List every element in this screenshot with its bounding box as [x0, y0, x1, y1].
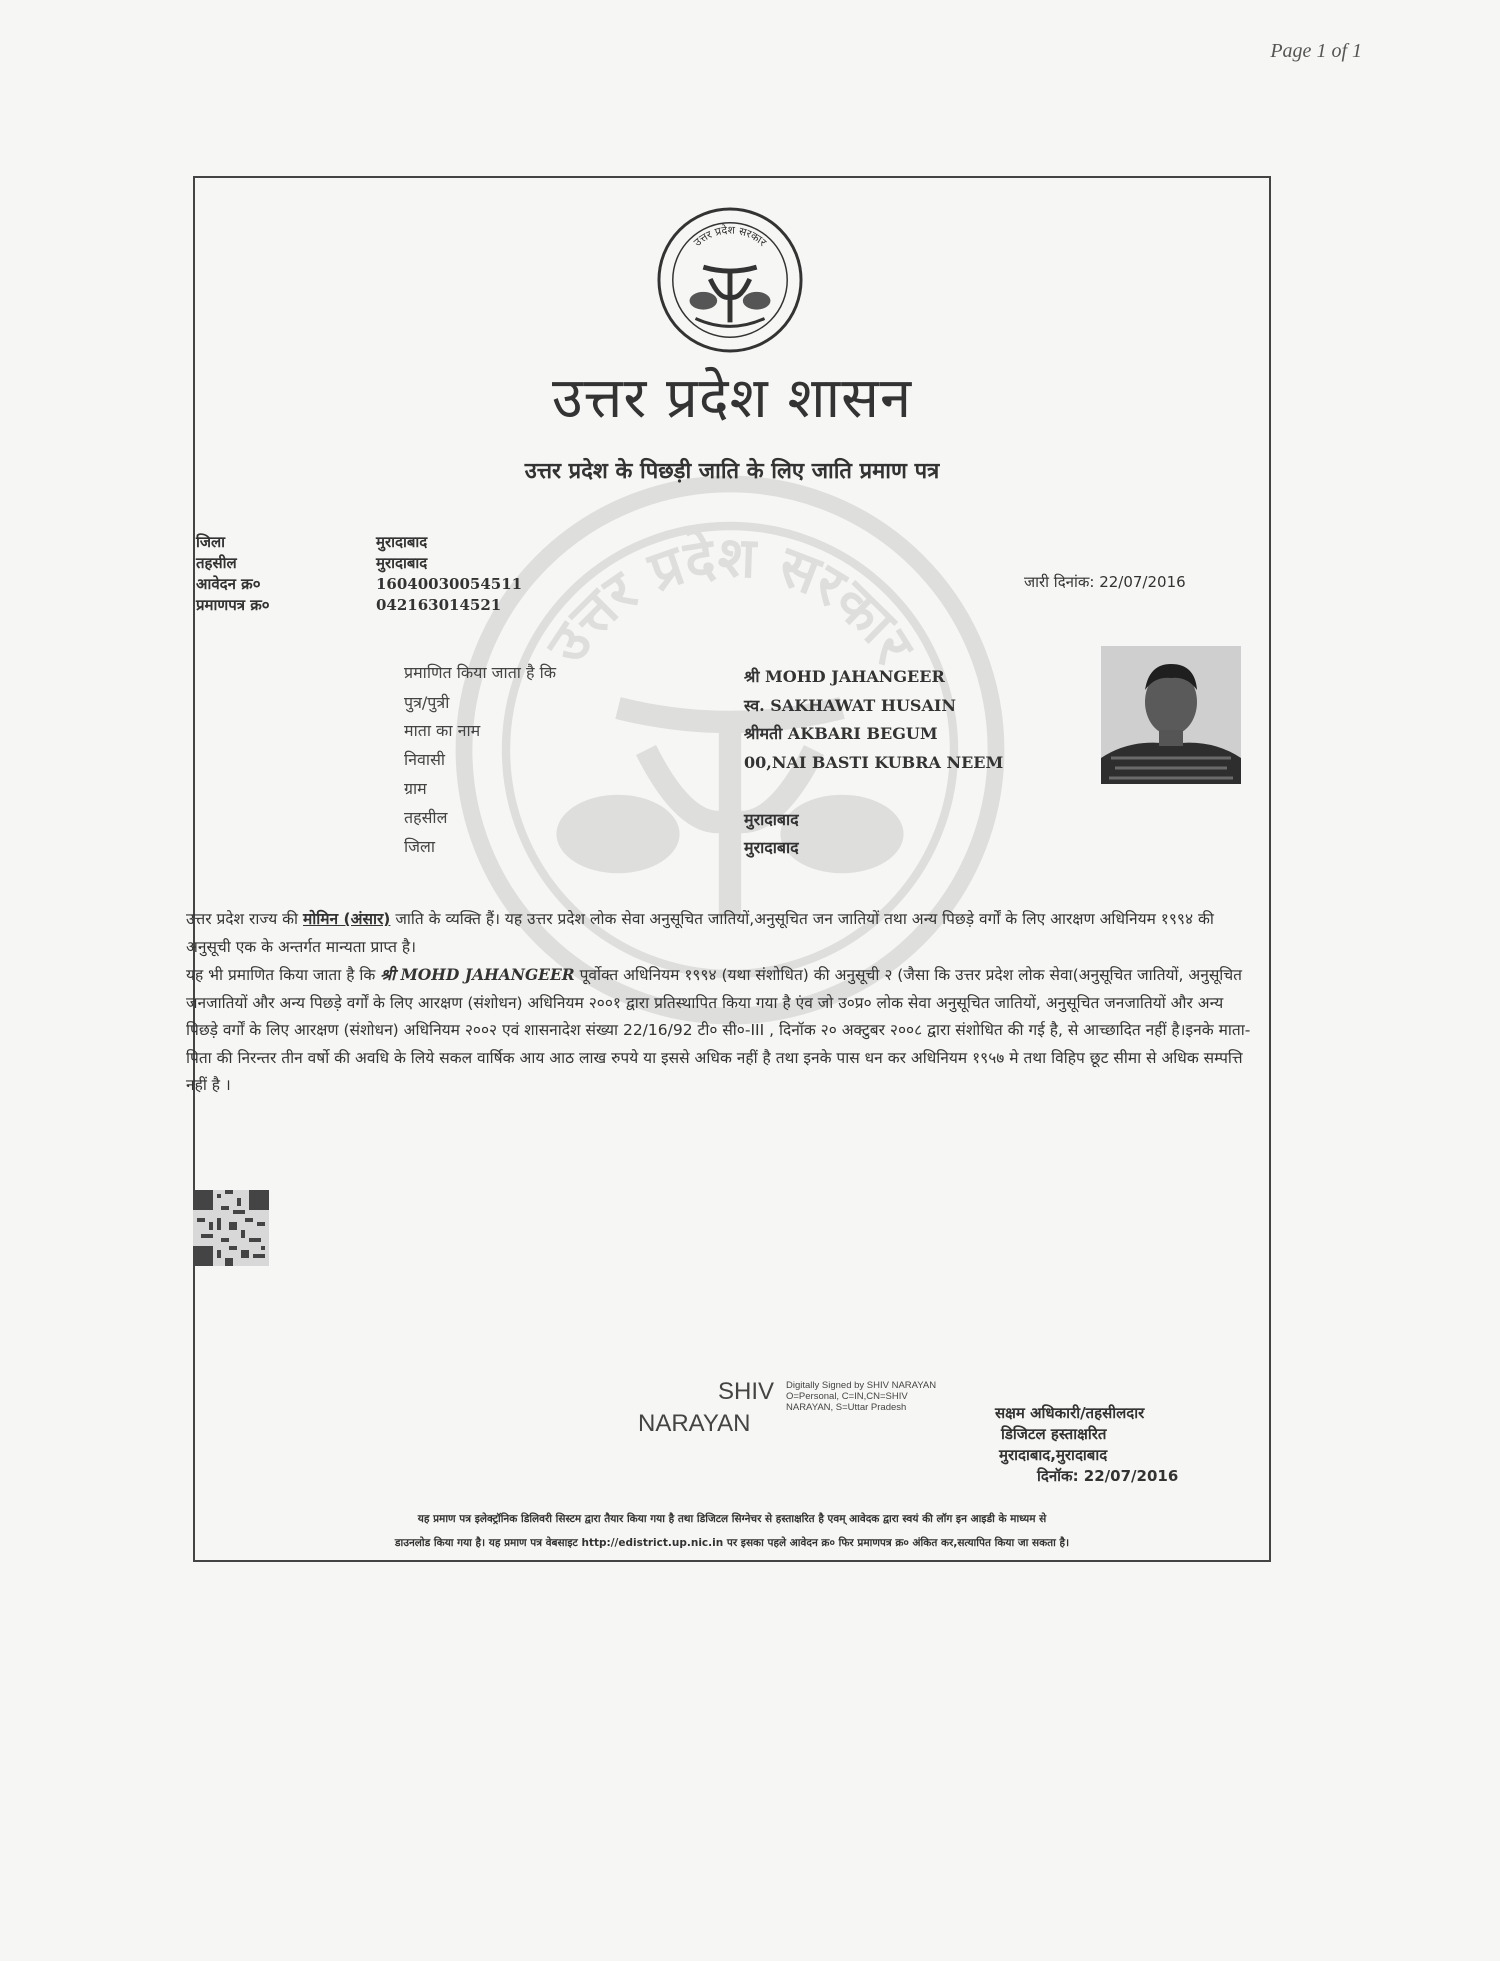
district-value: मुरादाबाद	[376, 533, 428, 551]
authority-digital-sign: डिजिटल हस्ताक्षरित	[1001, 1425, 1107, 1443]
income-para-start: यह भी प्रमाणित किया जाता है कि	[186, 966, 381, 984]
emblem-text: उत्तर प्रदेश सरकार	[691, 223, 769, 249]
certificate-footer	[196, 1507, 1268, 1555]
digital-signature-note: Digitally Signed by SHIV NARAYAN O=Personal, C=IN,CN=SHIV NARAYAN, S=Uttar Pradesh	[786, 1380, 937, 1413]
tehsil-label: तहसील	[196, 554, 237, 572]
father-name: स्व. SAKHAWAT HUSAIN	[744, 696, 956, 715]
caste-para-end: जाति के व्यक्ति हैं। यह उत्तर प्रदेश लोक सेवा अनुसूचित जातियों,अनुसूचित जन जातियों तथा अन्य पिछड़े वर्गों के लिए आरक्षण अधिनियम १९९४ की अनुसूची एक के अन्तर्गत मान्यता प्राप्त है।	[186, 910, 1214, 956]
authority-block	[995, 1403, 1178, 1487]
svg-text:उत्तर प्रदेश सरकार	[534, 525, 927, 677]
person-tehsil-value: मुरादाबाद	[744, 810, 799, 829]
certificate-subtitle: उत्तर प्रदेश के पिछड़ी जाति के लिए जाति प्रमाण पत्र	[524, 459, 940, 484]
resident-label: निवासी	[404, 750, 446, 769]
mother-name: श्रीमती AKBARI BEGUM	[744, 724, 938, 743]
caste-name: मोमिन (अंसार)	[302, 910, 391, 928]
applicant-photo	[1101, 646, 1241, 784]
svg-text:उत्तर प्रदेश सरकार	[691, 224, 769, 250]
income-para-end: पूर्वोक्त अधिनियम १९९४ (यथा संशोधित) की अनुसूची २ (जैसा कि उत्तर प्रदेश लोक सेवा(अनुसूचित जातियों, अनुसूचित जनजातियों और अन्य पिछड़े वर्गों के लिए आरक्षण (संशोधन) अधिनियम २००१ द्वारा प्रतिस्थापित किया गया है एंव जो उ०प्र० लोक सेवा अनुसूचित जातियों, अनुसूचित जनजातियों और अन्य पिछड़े वर्गों के लिए आरक्षण (संशोधन) अधिनियम २००२ एवं शासनादेश संख्या 22/16/92 टी० सी०-III , दिनॉक २० अक्टुबर २००८ द्वारा संशोधित की गई है, से आच्छादित नहीं है।इनके माता-पिता की निरन्तर तीन वर्षो की अवधि के लिये सकल वार्षिक आय आठ लाख रुपये या इससे अधिक नहीं है तथा इनके पास धन कर अधिनियम १९५७ मे तथा विहिप छूट सीमा से अधिक सम्पत्ति नहीं है ।	[186, 966, 1251, 1094]
footer-line-2: डाउनलोड किया गया है। यह प्रमाण पत्र वेबसाइट http://edistrict.up.nic.in पर इसका पहले आवेदन क्र० फिर प्रमाणपत्र क्र० अंकित कर,सत्यापित किया जा सकता है।	[394, 1537, 1070, 1549]
certificate-number-label: प्रमाणपत्र क्र०	[196, 596, 270, 614]
qr-code	[193, 1190, 269, 1266]
person-district-label: जिला	[404, 837, 436, 856]
father-label: पुत्र/पुत्री	[404, 693, 450, 712]
authority-place: मुरादाबाद,मुरादाबाद	[999, 1446, 1108, 1464]
caste-para-start: उत्तर प्रदेश राज्य की	[186, 910, 303, 928]
government-title: उत्तर प्रदेश शासन	[551, 366, 913, 431]
watermark-text: उत्तर प्रदेश सरकार	[534, 524, 927, 675]
caste-paragraph	[186, 906, 1252, 961]
certify-label: प्रमाणित किया जाता है कि	[404, 663, 557, 682]
page-number: Page 1 of 1	[1270, 40, 1362, 62]
person-silhouette-icon	[1101, 646, 1241, 784]
resident-address: 00,NAI BASTI KUBRA NEEM	[744, 753, 1004, 772]
authority-date: दिनॉक: 22/07/2016	[1037, 1467, 1179, 1485]
application-number-label: आवेदन क्र०	[196, 575, 261, 593]
mother-label: माता का नाम	[404, 721, 481, 740]
person-tehsil-label: तहसील	[404, 808, 448, 827]
state-emblem	[656, 206, 804, 354]
signer-name-first: SHIV	[718, 1378, 775, 1405]
district-label: जिला	[196, 533, 226, 551]
application-number-value: 16040030054511	[376, 575, 523, 593]
issue-date: जारी दिनांक: 22/07/2016	[1024, 573, 1186, 591]
certificate-body	[186, 906, 1252, 1100]
tehsil-value: मुरादाबाद	[376, 554, 428, 572]
signer-name-last: NARAYAN	[638, 1410, 751, 1437]
income-paragraph	[186, 961, 1252, 1100]
applicant-name: श्री MOHD JAHANGEER	[744, 667, 945, 686]
authority-title: सक्षम अधिकारी/तहसीलदार	[995, 1404, 1145, 1422]
village-label: ग्राम	[404, 779, 427, 798]
income-para-name: श्री MOHD JAHANGEER	[380, 965, 575, 984]
footer-line-1: यह प्रमाण पत्र इलेक्ट्रॉनिक डिलिवरी सिस्टम द्वारा तैयार किया गया है तथा डिजिटल सिग्नेचर से हस्ताक्षरित है एवम् आवेदक द्वारा स्वयं की लॉग इन आइडी के माध्यम से	[417, 1513, 1047, 1525]
certificate-number-value: 042163014521	[376, 596, 502, 614]
person-district-value: मुरादाबाद	[744, 838, 799, 857]
